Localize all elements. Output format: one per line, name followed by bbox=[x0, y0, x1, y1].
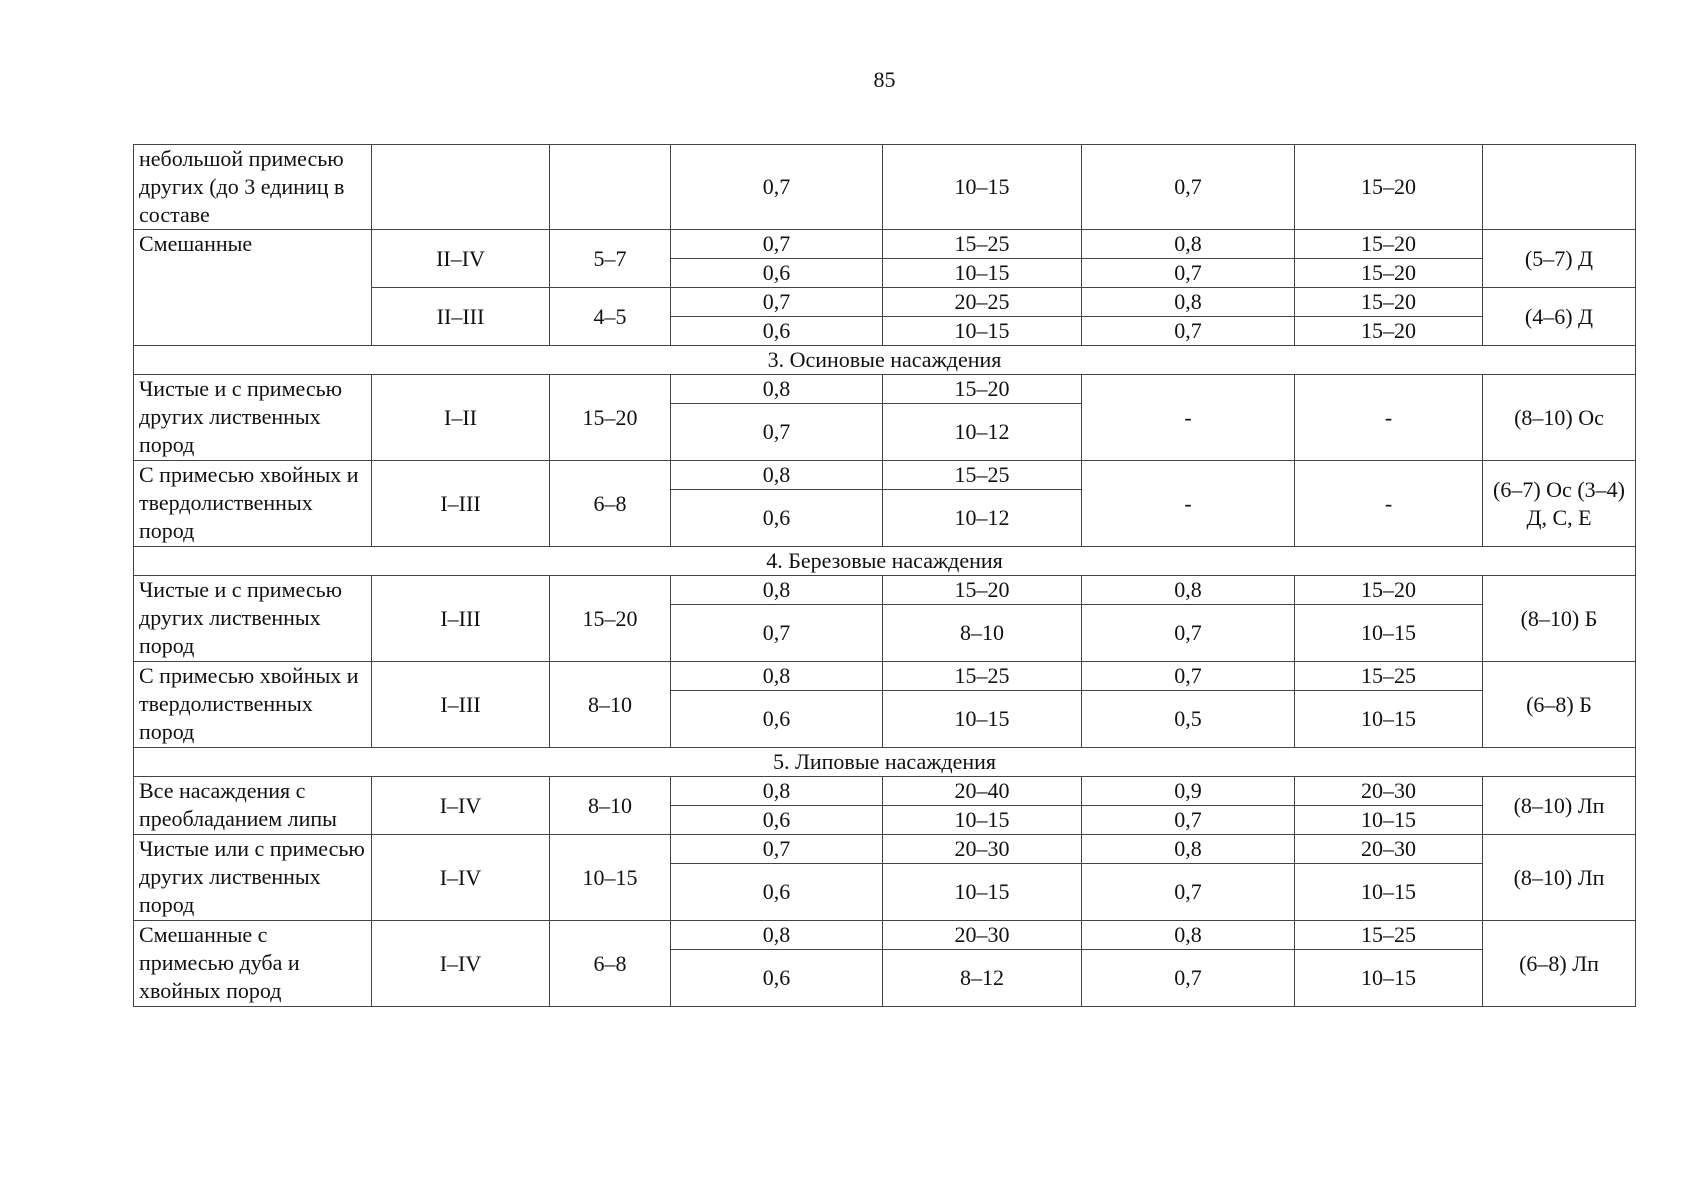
cell-value: 10–15 bbox=[1295, 806, 1483, 835]
cell-years: 10–15 bbox=[550, 835, 671, 921]
cell-value: 10–15 bbox=[883, 259, 1082, 288]
cell-density: 0,6 bbox=[671, 806, 883, 835]
cell-value: - bbox=[1295, 461, 1483, 547]
cell-value: 20–30 bbox=[1295, 835, 1483, 864]
cell-description: небольшой примесью других (до 3 единиц в составе bbox=[134, 145, 372, 230]
cell-value: 20–30 bbox=[1295, 777, 1483, 806]
cell-value: 15–20 bbox=[1295, 288, 1483, 317]
cell-density: 0,8 bbox=[1082, 230, 1295, 259]
cell-value: 10–15 bbox=[1295, 864, 1483, 921]
cell-value: 8–10 bbox=[883, 605, 1082, 662]
section-header-row bbox=[134, 547, 1636, 576]
table-row bbox=[134, 777, 1636, 806]
section-header-row bbox=[134, 748, 1636, 777]
cell-value: 10–15 bbox=[883, 806, 1082, 835]
cell-value: 15–20 bbox=[883, 375, 1082, 404]
cell-composition: (5–7) Д bbox=[1483, 230, 1636, 288]
forest-stand-table-wrapper bbox=[133, 144, 1635, 1007]
cell-density: 0,6 bbox=[671, 490, 883, 547]
cell-density: 0,7 bbox=[1082, 317, 1295, 346]
cell-bonitet: I–III bbox=[372, 662, 550, 748]
cell-bonitet: I–IV bbox=[372, 777, 550, 835]
cell-density: 0,8 bbox=[671, 375, 883, 404]
cell-years: 6–8 bbox=[550, 461, 671, 547]
cell-value: 10–12 bbox=[883, 404, 1082, 461]
cell-value: 15–25 bbox=[883, 461, 1082, 490]
cell-density: 0,7 bbox=[671, 835, 883, 864]
cell-value: 15–20 bbox=[1295, 230, 1483, 259]
cell-density: 0,9 bbox=[1082, 777, 1295, 806]
table-row bbox=[134, 921, 1636, 950]
cell-value: 20–30 bbox=[883, 921, 1082, 950]
cell-bonitet: II–IV bbox=[372, 230, 550, 288]
cell-composition: (6–8) Лп bbox=[1483, 921, 1636, 1007]
cell-density: 0,6 bbox=[671, 691, 883, 748]
cell-density: 0,6 bbox=[671, 317, 883, 346]
cell-value: 20–30 bbox=[883, 835, 1082, 864]
cell-value: 15–25 bbox=[883, 662, 1082, 691]
cell-value: 15–25 bbox=[1295, 662, 1483, 691]
cell-density: 0,7 bbox=[1082, 259, 1295, 288]
cell-value: 10–12 bbox=[883, 490, 1082, 547]
cell-value: 15–25 bbox=[883, 230, 1082, 259]
cell-density: - bbox=[1082, 461, 1295, 547]
cell-value: 15–20 bbox=[1295, 145, 1483, 230]
forest-stand-table bbox=[133, 144, 1636, 1007]
cell-density: 0,7 bbox=[671, 145, 883, 230]
cell-description: С примесью хвойных и твердолиственных пород bbox=[134, 461, 372, 547]
cell-composition: (6–8) Б bbox=[1483, 662, 1636, 748]
cell-value: 10–15 bbox=[1295, 605, 1483, 662]
cell-value: 15–20 bbox=[1295, 317, 1483, 346]
cell-composition: (8–10) Лп bbox=[1483, 777, 1636, 835]
cell-value: 10–15 bbox=[883, 317, 1082, 346]
cell-description: С примесью хвойных и твердолиственных пород bbox=[134, 662, 372, 748]
cell-composition: (6–7) Ос (3–4) Д, С, Е bbox=[1483, 461, 1636, 547]
cell-years: 15–20 bbox=[550, 576, 671, 662]
cell-years: 15–20 bbox=[550, 375, 671, 461]
cell-value: - bbox=[1295, 375, 1483, 461]
cell-years: 8–10 bbox=[550, 662, 671, 748]
cell-density: 0,7 bbox=[1082, 950, 1295, 1007]
cell-description: Смешанные bbox=[134, 230, 372, 346]
cell-density: 0,7 bbox=[1082, 806, 1295, 835]
cell-value: 10–15 bbox=[1295, 691, 1483, 748]
table-row bbox=[134, 230, 1636, 259]
cell-density: 0,8 bbox=[1082, 576, 1295, 605]
table-row bbox=[134, 375, 1636, 404]
cell-composition: (8–10) Ос bbox=[1483, 375, 1636, 461]
section-title: 4. Березовые насаждения bbox=[134, 547, 1636, 576]
cell-bonitet: I–II bbox=[372, 375, 550, 461]
cell-value: 20–25 bbox=[883, 288, 1082, 317]
cell-density: 0,7 bbox=[671, 230, 883, 259]
cell-value: 15–20 bbox=[1295, 259, 1483, 288]
cell-value: 8–12 bbox=[883, 950, 1082, 1007]
cell-value: 10–15 bbox=[883, 864, 1082, 921]
table-row bbox=[134, 662, 1636, 691]
cell-density: 0,7 bbox=[671, 288, 883, 317]
cell-value: 15–20 bbox=[1295, 576, 1483, 605]
cell-density: 0,8 bbox=[1082, 288, 1295, 317]
cell-bonitet bbox=[372, 145, 550, 230]
table-row bbox=[134, 576, 1636, 605]
cell-bonitet: I–III bbox=[372, 576, 550, 662]
table-row bbox=[134, 461, 1636, 490]
cell-years: 5–7 bbox=[550, 230, 671, 288]
section-header-row bbox=[134, 346, 1636, 375]
cell-composition: (8–10) Б bbox=[1483, 576, 1636, 662]
table-row bbox=[134, 835, 1636, 864]
cell-value: 10–15 bbox=[1295, 950, 1483, 1007]
cell-years: 4–5 bbox=[550, 288, 671, 346]
cell-description: Чистые и с примесью других лиственных пород bbox=[134, 576, 372, 662]
cell-density: 0,5 bbox=[1082, 691, 1295, 748]
cell-density: 0,7 bbox=[1082, 864, 1295, 921]
cell-density: 0,7 bbox=[671, 404, 883, 461]
section-title: 3. Осиновые насаждения bbox=[134, 346, 1636, 375]
cell-density: 0,8 bbox=[671, 777, 883, 806]
cell-density: 0,8 bbox=[671, 576, 883, 605]
cell-years bbox=[550, 145, 671, 230]
cell-density: 0,8 bbox=[1082, 921, 1295, 950]
cell-density: 0,8 bbox=[671, 461, 883, 490]
cell-density: 0,8 bbox=[1082, 835, 1295, 864]
cell-composition bbox=[1483, 145, 1636, 230]
cell-description: Смешанные с примесью дуба и хвойных пород bbox=[134, 921, 372, 1007]
cell-composition: (8–10) Лп bbox=[1483, 835, 1636, 921]
cell-value: 15–25 bbox=[1295, 921, 1483, 950]
cell-description: Чистые и с примесью других лиственных пород bbox=[134, 375, 372, 461]
cell-years: 8–10 bbox=[550, 777, 671, 835]
cell-density: 0,6 bbox=[671, 259, 883, 288]
page-number: 85 bbox=[873, 67, 896, 92]
cell-density: 0,8 bbox=[671, 921, 883, 950]
cell-bonitet: I–IV bbox=[372, 921, 550, 1007]
cell-description: Все насаждения с преобладанием липы bbox=[134, 777, 372, 835]
cell-value: 10–15 bbox=[883, 691, 1082, 748]
cell-density: 0,7 bbox=[1082, 145, 1295, 230]
cell-composition: (4–6) Д bbox=[1483, 288, 1636, 346]
cell-density: 0,8 bbox=[671, 662, 883, 691]
cell-bonitet: I–III bbox=[372, 461, 550, 547]
cell-bonitet: II–III bbox=[372, 288, 550, 346]
cell-density: 0,6 bbox=[671, 864, 883, 921]
cell-density: 0,7 bbox=[1082, 605, 1295, 662]
table-row bbox=[134, 145, 1636, 230]
cell-bonitet: I–IV bbox=[372, 835, 550, 921]
cell-value: 20–40 bbox=[883, 777, 1082, 806]
cell-density: 0,6 bbox=[671, 950, 883, 1007]
cell-description: Чистые или с примесью других лиственных пород bbox=[134, 835, 372, 921]
cell-density: 0,7 bbox=[671, 605, 883, 662]
section-title: 5. Липовые насаждения bbox=[134, 748, 1636, 777]
cell-years: 6–8 bbox=[550, 921, 671, 1007]
cell-value: 15–20 bbox=[883, 576, 1082, 605]
cell-value: 10–15 bbox=[883, 145, 1082, 230]
cell-density: 0,7 bbox=[1082, 662, 1295, 691]
cell-density: - bbox=[1082, 375, 1295, 461]
